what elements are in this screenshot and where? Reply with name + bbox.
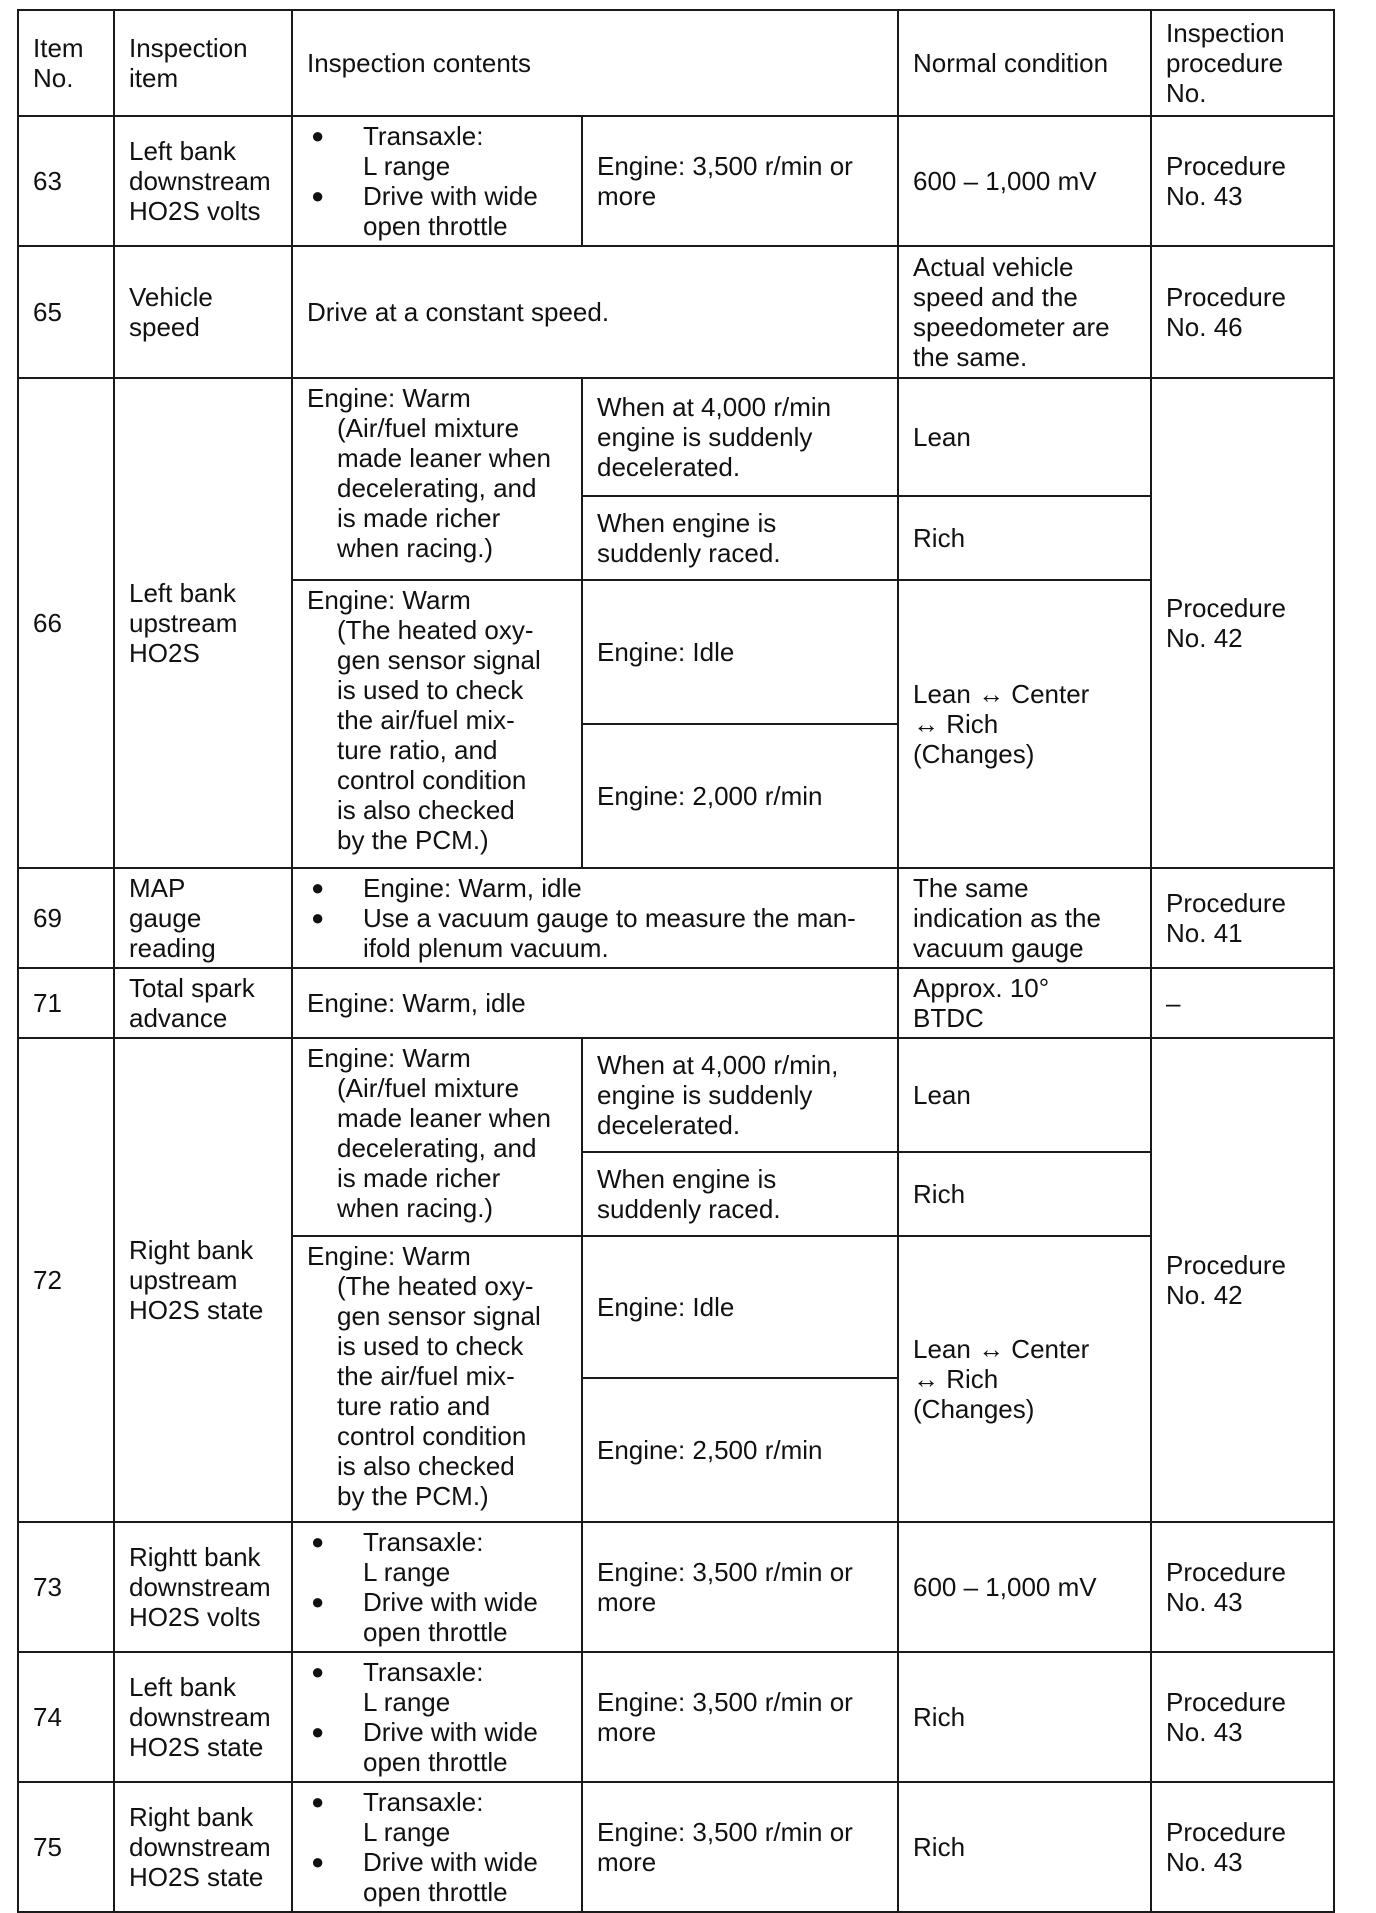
normal-condition: Actual vehicle speed and the speedometer are the same.: [898, 246, 1151, 378]
normal-condition: Rich: [898, 1152, 1151, 1236]
table-row: [18, 1522, 1334, 1652]
procedure-no: Procedure No. 43: [1151, 116, 1334, 246]
item-no: 65: [18, 246, 114, 378]
inspection-detail: When engine is suddenly raced.: [582, 1152, 898, 1236]
inspection-detail: Engine: 3,500 r/min or more: [582, 1522, 898, 1652]
inspection-conditions: [292, 116, 582, 246]
table-row: [18, 116, 1334, 246]
header-procedure-no: Inspection procedure No.: [1151, 10, 1334, 116]
item-no: 74: [18, 1652, 114, 1782]
procedure-no: Procedure No. 43: [1151, 1652, 1334, 1782]
normal-condition: Lean ↔ Center ↔ Rich (Changes): [898, 1236, 1151, 1522]
normal-condition: Lean: [898, 378, 1151, 496]
inspection-detail: When at 4,000 r/min, engine is suddenly decelerated.: [582, 1038, 898, 1152]
normal-condition: The same indication as the vacuum gauge: [898, 868, 1151, 968]
table-row: [18, 246, 1334, 378]
normal-condition: Rich: [898, 1782, 1151, 1912]
item-no: 75: [18, 1782, 114, 1912]
inspection-detail: Engine: 3,500 r/min or more: [582, 1782, 898, 1912]
item-no: 69: [18, 868, 114, 968]
list-item: ● Transaxle: L range: [307, 121, 571, 181]
engine-warm-condition: Engine: Warm (The heated oxy- gen sensor signal is used to check the air/fuel mix- ture ratio and control condition is also checked by the PCM.): [292, 1236, 582, 1522]
inspection-table: [17, 9, 1335, 1913]
list-item: ● Transaxle: L range: [307, 1787, 571, 1847]
inspection-table-page: [17, 9, 1333, 1913]
item-no: 66: [18, 378, 114, 868]
engine-warm-condition: Engine: Warm (The heated oxy- gen sensor signal is used to check the air/fuel mix- ture ratio, and control condition is also checked by the PCM.): [292, 580, 582, 868]
inspection-item: Right bank downstream HO2S state: [114, 1782, 292, 1912]
table-row: [18, 868, 1334, 968]
header-normal-condition: Normal condition: [898, 10, 1151, 116]
header-inspection-item: Inspection item: [114, 10, 292, 116]
procedure-no: Procedure No. 43: [1151, 1782, 1334, 1912]
list-item: ● Drive with wide open throttle: [307, 1847, 571, 1907]
table-row: [18, 378, 1334, 496]
procedure-no: Procedure No. 41: [1151, 868, 1334, 968]
inspection-detail: Engine: 2,000 r/min: [582, 724, 898, 868]
procedure-no: Procedure No. 43: [1151, 1522, 1334, 1652]
table-row: [18, 1038, 1334, 1152]
inspection-detail: Engine: 2,500 r/min: [582, 1378, 898, 1522]
item-no: 71: [18, 968, 114, 1038]
normal-condition: Rich: [898, 496, 1151, 580]
procedure-no: Procedure No. 42: [1151, 1038, 1334, 1522]
table-row: [18, 1652, 1334, 1782]
normal-condition: 600 – 1,000 mV: [898, 116, 1151, 246]
header-inspection-contents: Inspection contents: [292, 10, 898, 116]
item-no: 63: [18, 116, 114, 246]
inspection-detail: Engine: 3,500 r/min or more: [582, 1652, 898, 1782]
inspection-item: Left bank downstream HO2S state: [114, 1652, 292, 1782]
inspection-conditions: [292, 1652, 582, 1782]
procedure-no: Procedure No. 42: [1151, 378, 1334, 868]
list-item: ● Engine: Warm, idle: [307, 873, 887, 903]
inspection-detail: When at 4,000 r/min engine is suddenly decelerated.: [582, 378, 898, 496]
inspection-conditions: [292, 1522, 582, 1652]
inspection-item: Vehicle speed: [114, 246, 292, 378]
inspection-item: Left bank upstream HO2S: [114, 378, 292, 868]
inspection-item: Left bank downstream HO2S volts: [114, 116, 292, 246]
item-no: 73: [18, 1522, 114, 1652]
inspection-contents: [292, 868, 898, 968]
inspection-item: Total spark advance: [114, 968, 292, 1038]
inspection-conditions: [292, 1782, 582, 1912]
table-row: [18, 968, 1334, 1038]
list-item: ● Use a vacuum gauge to measure the man- ifold plenum vacuum.: [307, 903, 887, 963]
list-item: ● Transaxle: L range: [307, 1527, 571, 1587]
list-item: ● Drive with wide open throttle: [307, 1587, 571, 1647]
header-item-no: Item No.: [18, 10, 114, 116]
engine-warm-condition: Engine: Warm (Air/fuel mixture made leaner when decelerating, and is made richer when racing.): [292, 1038, 582, 1236]
inspection-detail: Engine: Idle: [582, 1236, 898, 1378]
normal-condition: 600 – 1,000 mV: [898, 1522, 1151, 1652]
list-item: ● Drive with wide open throttle: [307, 1717, 571, 1777]
procedure-no: –: [1151, 968, 1334, 1038]
list-item: ● Transaxle: L range: [307, 1657, 571, 1717]
inspection-item: Right bank upstream HO2S state: [114, 1038, 292, 1522]
inspection-detail: Engine: 3,500 r/min or more: [582, 116, 898, 246]
inspection-detail: When engine is suddenly raced.: [582, 496, 898, 580]
normal-condition: Lean ↔ Center ↔ Rich (Changes): [898, 580, 1151, 868]
engine-warm-condition: Engine: Warm (Air/fuel mixture made leaner when decelerating, and is made richer when racing.): [292, 378, 582, 580]
inspection-item: MAP gauge reading: [114, 868, 292, 968]
item-no: 72: [18, 1038, 114, 1522]
table-row: [18, 1782, 1334, 1912]
procedure-no: Procedure No. 46: [1151, 246, 1334, 378]
inspection-contents: Engine: Warm, idle: [292, 968, 898, 1038]
table-header-row: [18, 10, 1334, 116]
inspection-detail: Engine: Idle: [582, 580, 898, 724]
normal-condition: Approx. 10° BTDC: [898, 968, 1151, 1038]
inspection-contents: Drive at a constant speed.: [292, 246, 898, 378]
list-item: ● Drive with wide open throttle: [307, 181, 571, 241]
inspection-item: Rightt bank downstream HO2S volts: [114, 1522, 292, 1652]
normal-condition: Lean: [898, 1038, 1151, 1152]
normal-condition: Rich: [898, 1652, 1151, 1782]
